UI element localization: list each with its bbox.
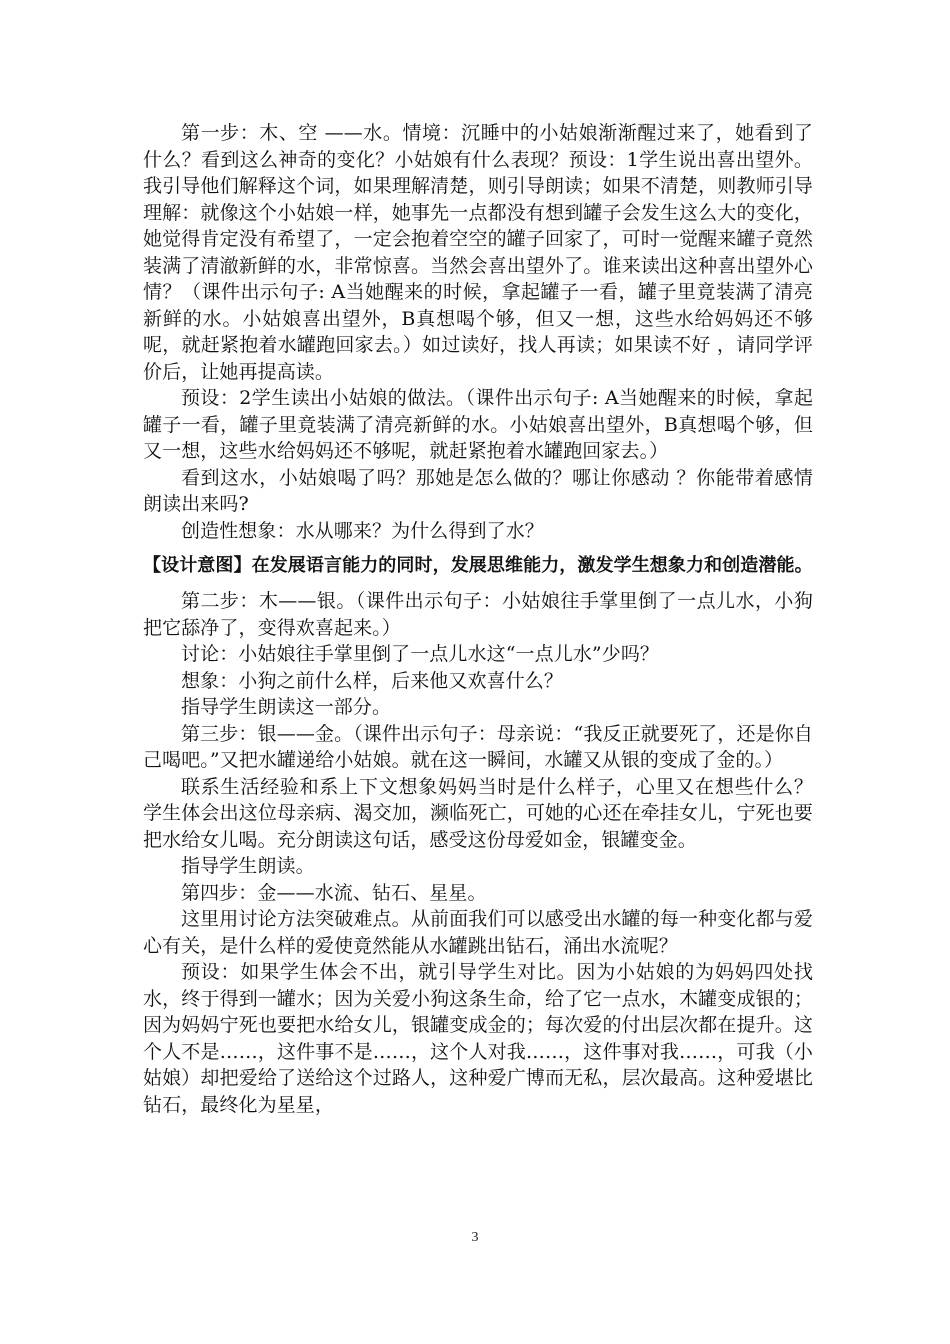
page-number: 3 <box>471 1230 479 1245</box>
paragraph-discussion-method: 这里用讨论方法突破难点。从前面我们可以感受出水罐的每一种变化都与爱心有关，是什么样的爱使竟然能从水罐跳出钻石，涌出水流呢？ <box>143 908 813 957</box>
paragraph-step-four: 第四步：金——水流、钻石、星星。 <box>181 881 487 904</box>
paragraph-discussion: 讨论：小姑娘往手掌里倒了一点儿水这“一点儿水”少吗？ <box>181 643 660 665</box>
paragraph-step-three: 第三步：银——金。（课件出示句子：母亲说：“我反正就要死了，还是你自己喝吧。”又把水罐递给小姑娘。就在这一瞬间，水罐又从银的变成了金的。） <box>143 722 813 771</box>
paragraph-question: 看到这水，小姑娘喝了吗？那她是怎么做的？哪让你感动 ？你能带着感情朗读出来吗? <box>143 466 813 515</box>
paragraph-preset-compare: 预设：如果学生体会不出，就引导学生对比。因为小姑娘的为妈妈四处找水，终于得到一罐水；因为关爱小狗这条生命，给了它一点水，木罐变成银的；因为妈妈宁死也要把水给女儿，银罐变成金的；每次爱的付出层次都在提升。这个人不是……，这件事不是……，这个人对我……，这件事对我……，可我（小姑娘）却把爱给了送给这个过路人，这种爱广博而无私，层次最高。这种爱堪比钻石，最终化为星星， <box>143 961 813 1116</box>
paragraph-guide-reading-2: 指导学生朗读。 <box>181 855 315 877</box>
paragraph-step-one: 第一步：木、空 ——水。情境：沉睡中的小姑娘渐渐醒过来了，她看到了什么？看到这么神奇的变化？小姑娘有什么表现？预设：1学生说出喜出望外。我引导他们解释这个词，如果理解清楚，则引导朗读；如果不清楚，则教师引导理解：就像这个小姑娘一样，她事先一点都没有想到罐子会发生这么大的变化，她觉得肯定没有希望了，一定会抱着空空的罐子回家了，可时一觉醒来罐子竟然装满了清澈新鲜的水，非常惊喜。当然会喜出望外了。谁来读出这种喜出望外心情？（课件出示句子: A当她醒来的时候，拿起罐子一看，罐子里竟装满了清亮新鲜的水。小姑娘喜出望外，B真想喝个够，但又一想，这些水给妈妈还不够呢，就赶紧抱着水罐跑回家去。）如过读好，找人再读；如果读不好 ，请同学评价后，让她再提高读。 <box>143 122 813 383</box>
paragraph-guide-reading: 指导学生朗读这一部分。 <box>181 696 392 718</box>
design-intent: 【设计意图】在发展语言能力的同时，发展思维能力，激发学生想象力和创造潜能。 <box>143 555 813 576</box>
paragraph-step-two: 第二步：木——银。（课件出示句子：小姑娘往手掌里倒了一点儿水，小狗把它舔净了，变得欢喜起来。） <box>143 590 813 639</box>
paragraph-preset-two: 预设：2学生读出小姑娘的做法。（课件出示句子: A当她醒来的时候，拿起罐子一看，罐子里竟装满了清亮新鲜的水。小姑娘喜出望外，B真想喝个够，但又一想，这些水给妈妈还不够呢，就赶紧抱着水罐跑回家去。） <box>143 387 813 462</box>
document-body <box>143 120 813 1118</box>
paragraph-imagination: 创造性想象：水从哪来？为什么得到了水？ <box>181 519 544 542</box>
paragraph-life-experience: 联系生活经验和系上下文想象妈妈当时是什么样子，心里又在想些什么？ 学生体会出这位母亲病、渴交加，濒临死亡，可她的心还在牵挂女儿，宁死也要把水给女儿喝。充分朗读这句话，感受这份母爱如金，银罐变金。 <box>143 775 813 851</box>
paragraph-imagine-dog: 想象：小狗之前什么样，后来他又欢喜什么？ <box>181 669 564 692</box>
